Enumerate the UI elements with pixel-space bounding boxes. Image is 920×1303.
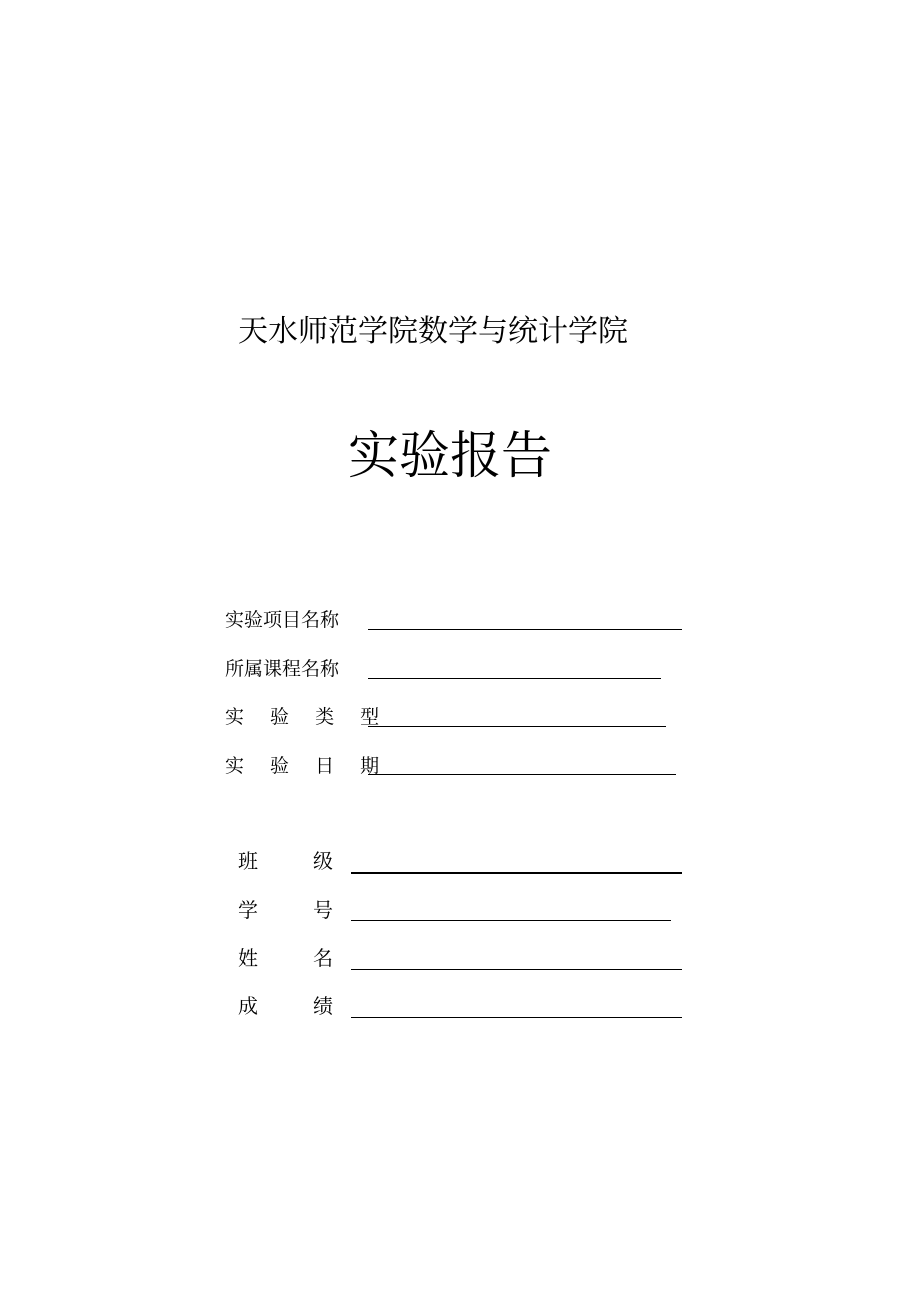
grade-label-char-2: 绩 <box>313 994 333 1018</box>
project-name-field[interactable] <box>368 629 682 630</box>
name-field[interactable] <box>351 969 682 970</box>
student-id-label-char-2: 号 <box>313 898 333 922</box>
project-name-label: 实验项目名称 <box>225 609 340 631</box>
experiment-date-label: 实 验 日 期 <box>225 755 390 777</box>
class-field[interactable] <box>351 872 682 874</box>
course-name-field[interactable] <box>368 678 661 679</box>
experiment-type-field[interactable] <box>368 726 666 727</box>
institution-name: 天水师范学院数学与统计学院 <box>238 314 628 349</box>
class-label-char-1: 班 <box>238 849 258 873</box>
name-label-char-1: 姓 <box>238 946 258 970</box>
class-label-char-2: 级 <box>313 849 333 873</box>
experiment-date-field[interactable] <box>368 774 676 775</box>
grade-label-char-1: 成 <box>238 994 258 1018</box>
name-label-char-2: 名 <box>313 946 333 970</box>
grade-field[interactable] <box>351 1017 682 1018</box>
experiment-type-label: 实 验 类 型 <box>225 706 390 728</box>
report-title: 实验报告 <box>348 427 553 486</box>
student-id-label-char-1: 学 <box>238 898 258 922</box>
course-name-label: 所属课程名称 <box>225 658 340 680</box>
student-id-field[interactable] <box>351 920 671 921</box>
